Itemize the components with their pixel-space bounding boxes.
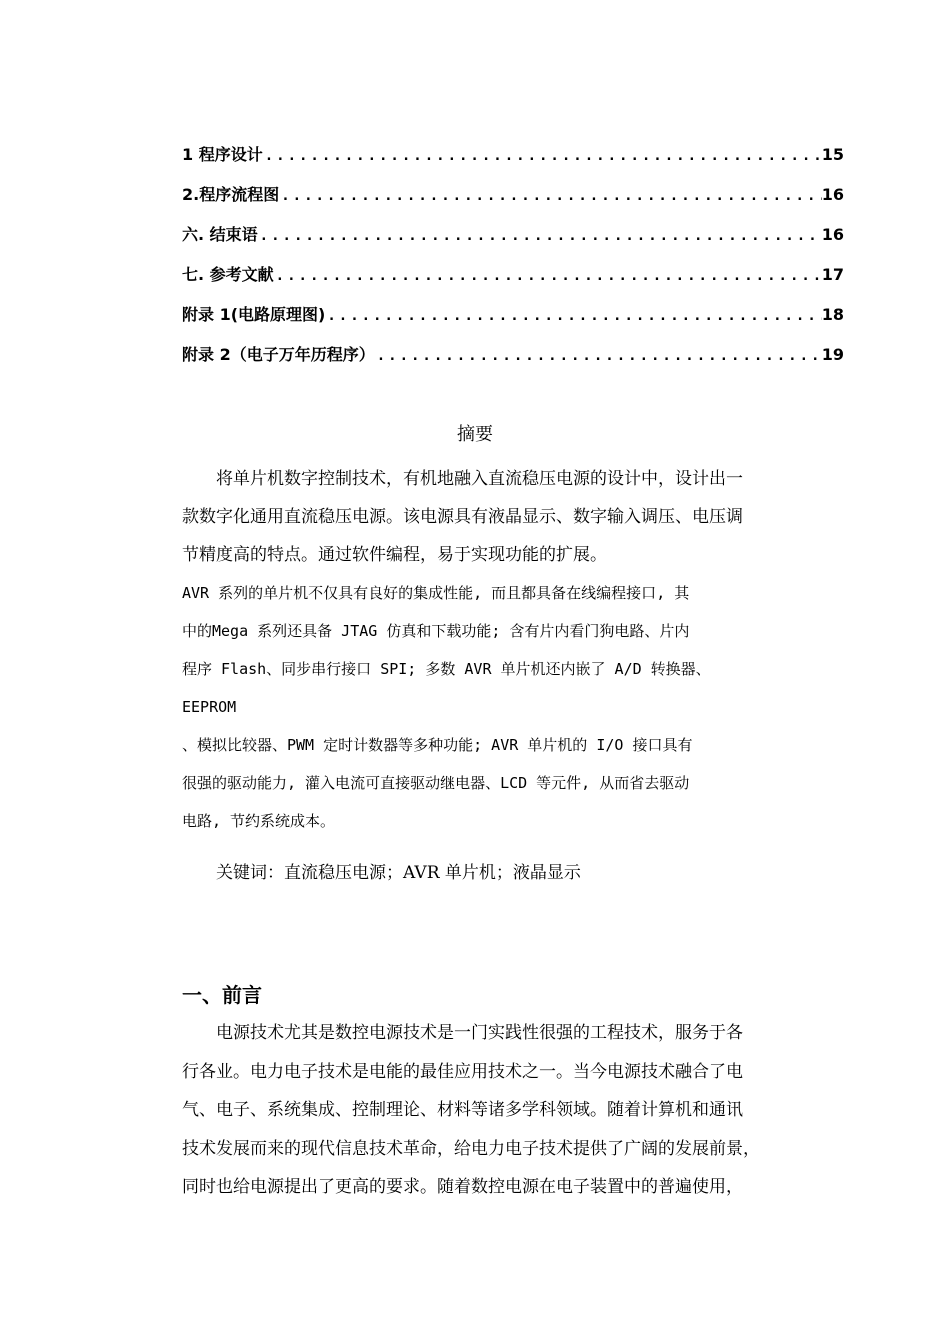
toc-entry-label: 七. 参考文献 bbox=[182, 265, 274, 284]
abstract-line: AVR 系列的单片机不仅具有良好的集成性能, 而且都具备在线编程接口, 其 bbox=[182, 584, 690, 602]
abstract-keywords: 关键词：直流稳压电源；AVR 单片机；液晶显示 bbox=[216, 863, 581, 883]
section-line: 电源技术尤其是数控电源技术是一门实践性很强的工程技术，服务于各 bbox=[216, 1023, 743, 1043]
toc-entry-page: 16 bbox=[821, 225, 844, 244]
section-line: 同时也给电源提出了更高的要求。随着数控电源在电子装置中的普遍使用， bbox=[182, 1177, 743, 1197]
toc-leader-dots bbox=[274, 261, 822, 291]
abstract-body bbox=[182, 460, 822, 840]
abstract-line: 、模拟比较器、PWM 定时计数器等多种功能; AVR 单片机的 I/O 接口具有 bbox=[182, 736, 693, 754]
toc-entry[interactable] bbox=[182, 260, 844, 300]
toc-entry-page: 15 bbox=[821, 145, 844, 164]
toc-entry-label: 附录 1(电路原理图) bbox=[182, 305, 326, 324]
section-line: 行各业。电力电子技术是电能的最佳应用技术之一。当今电源技术融合了电 bbox=[182, 1061, 743, 1082]
abstract-line: 中的Mega 系列还具备 JTAG 仿真和下载功能; 含有片内看门狗电路、片内 bbox=[182, 622, 690, 640]
toc-leader-dots bbox=[325, 301, 821, 331]
abstract-line: 将单片机数字控制技术，有机地融入直流稳压电源的设计中，设计出一 bbox=[216, 469, 743, 489]
toc-entry[interactable] bbox=[182, 180, 844, 220]
table-of-contents bbox=[182, 140, 844, 380]
section-line: 技术发展而来的现代信息技术革命，给电力电子技术提供了广阔的发展前景， bbox=[182, 1138, 760, 1159]
section-body-preface bbox=[182, 1014, 830, 1207]
toc-entry[interactable] bbox=[182, 140, 844, 180]
abstract-line: 款数字化通用直流稳压电源。该电源具有液晶显示、数字输入调压、电压调 bbox=[182, 507, 743, 527]
abstract-line: 程序 Flash、同步串行接口 SPI; 多数 AVR 单片机还内嵌了 A/D 转换器、 bbox=[182, 660, 711, 678]
abstract-line: 电路, 节约系统成本。 bbox=[182, 812, 336, 830]
abstract-line: 节精度高的特点。通过软件编程，易于实现功能的扩展。 bbox=[182, 545, 607, 565]
abstract-line: EEPROM bbox=[182, 698, 237, 716]
toc-entry-label: 1 程序设计 bbox=[182, 145, 263, 164]
toc-entry[interactable] bbox=[182, 300, 844, 340]
section-line: 气、电子、系统集成、控制理论、材料等诸多学科领域。随着计算机和通讯 bbox=[182, 1100, 743, 1120]
toc-entry-page: 19 bbox=[821, 345, 844, 364]
toc-entry-page: 18 bbox=[821, 305, 844, 324]
toc-leader-dots bbox=[279, 181, 822, 211]
toc-entry[interactable] bbox=[182, 220, 844, 260]
abstract-line: 很强的驱动能力, 灌入电流可直接驱动继电器、LCD 等元件, 从而省去驱动 bbox=[182, 774, 690, 792]
section-heading-preface: 一、前言 bbox=[182, 983, 262, 1007]
toc-entry-label: 附录 2（电子万年历程序） bbox=[182, 345, 375, 364]
toc-entry-label: 2.程序流程图 bbox=[182, 185, 280, 204]
toc-entry[interactable] bbox=[182, 340, 844, 380]
abstract-title: 摘要 bbox=[457, 424, 493, 445]
toc-entry-label: 六. 结束语 bbox=[182, 225, 258, 244]
toc-leader-dots bbox=[258, 221, 822, 251]
toc-leader-dots bbox=[375, 341, 822, 371]
toc-entry-page: 17 bbox=[821, 265, 844, 284]
toc-leader-dots bbox=[263, 141, 822, 171]
toc-entry-page: 16 bbox=[821, 185, 844, 204]
